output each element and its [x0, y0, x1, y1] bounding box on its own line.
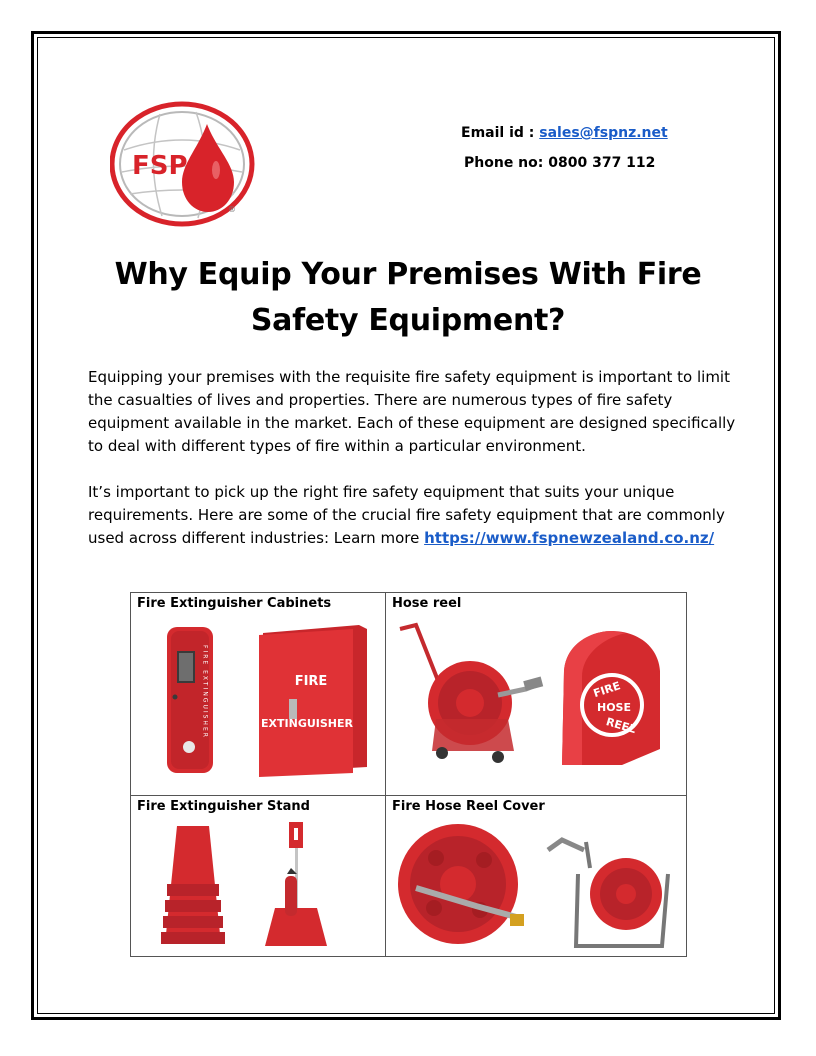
extinguisher-stand-image — [131, 818, 384, 956]
intro-paragraph: Equipping your premises with the requisite fire safety equipment is important to limit the casualties of lives and properties. There are numerous types of fire safety equipment available in the market. Each of these equipment are designed specifically to deal with different types of fire within a particular environment. — [88, 368, 736, 455]
product-cell-hose-reel-cover — [386, 796, 687, 957]
svg-text:FIRE: FIRE — [591, 679, 623, 701]
svg-text:®: ® — [228, 205, 236, 214]
phone-label: Phone no: — [464, 155, 549, 171]
product-name: Fire Extinguisher Stand — [137, 799, 310, 814]
extinguisher-cabinets-image — [131, 615, 384, 793]
product-name: Fire Extinguisher Cabinets — [137, 596, 332, 611]
svg-text:EXTINGUISHER: EXTINGUISHER — [261, 717, 353, 730]
svg-text:FIRE: FIRE — [294, 674, 328, 689]
title-line-1: Why Equip Your Premises With Fire — [114, 257, 702, 292]
product-cell-hose-reel — [386, 593, 687, 796]
svg-text:REEL: REEL — [604, 715, 638, 737]
product-name: Fire Hose Reel Cover — [392, 799, 545, 814]
product-name: Hose reel — [392, 596, 462, 611]
fsp-logo — [110, 100, 260, 230]
email-label: Email id : — [461, 125, 540, 141]
product-cell-cabinets — [131, 593, 386, 796]
products-table — [130, 592, 687, 957]
title-line-2: Safety Equipment? — [250, 303, 566, 338]
phone-value: 0800 377 112 — [548, 155, 656, 171]
hose-reel-cover-image — [386, 818, 685, 956]
product-cell-extinguisher-stand — [131, 796, 386, 957]
email-row — [461, 125, 668, 141]
logo-text: FSP — [132, 151, 188, 181]
svg-text:HOSE: HOSE — [597, 701, 631, 714]
email-link[interactable]: sales@fspnz.net — [539, 125, 668, 141]
phone-row — [464, 155, 655, 171]
learn-more-paragraph — [88, 481, 738, 550]
page-title — [88, 252, 728, 344]
website-link[interactable]: https://www.fspnewzealand.co.nz/ — [424, 529, 715, 547]
learn-more-text: It’s important to pick up the right fire safety equipment that suits your unique requirements. Here are some of the crucial fire safety equipment that are commonly used across different industries: Learn more — [88, 483, 725, 547]
hose-reel-image — [386, 615, 685, 793]
svg-text:FIRE EXTINGUISHER: FIRE EXTINGUISHER — [201, 645, 209, 739]
